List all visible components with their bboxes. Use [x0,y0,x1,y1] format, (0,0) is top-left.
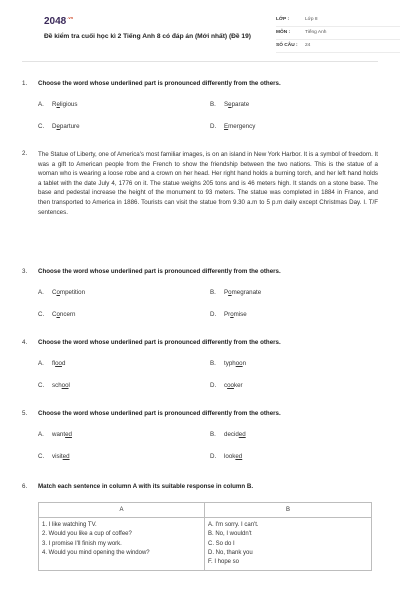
word-prefix: look [224,452,236,460]
word-suffix: n [242,359,247,367]
list-item: F. I hope so [208,559,240,566]
word-suffix: mergency [228,122,256,130]
list-item: 1. I like watching TV. [42,521,97,528]
meta-value: Lớp 8 [305,16,318,22]
underlined-part: e [56,122,60,130]
option-letter: D. [210,381,217,389]
underlined-part: ed [62,452,70,460]
option-letter: C. [38,122,45,130]
word-suffix: ncern [59,310,76,318]
question-number: 3. [22,268,28,275]
list-item: 2. Would you like a cup of coffee? [42,531,132,538]
option-d[interactable] [210,123,382,132]
list-item: B. No, I wouldn't [208,531,252,538]
question-number: 4. [22,339,28,346]
option-word [224,382,243,391]
options [38,289,378,320]
option-letter: B. [210,100,216,108]
option-word [52,360,65,369]
option-letter: A. [38,100,44,108]
underlined-part: o [56,288,60,296]
word-prefix: visit [52,452,63,460]
column-a-header: A [39,502,205,517]
option-word [52,101,77,110]
word-prefix: c [224,381,228,389]
question-header [22,410,378,419]
underlined-part: o [228,288,232,296]
option-letter: D. [210,310,217,318]
option-d[interactable] [210,382,382,391]
option-c[interactable] [38,382,210,391]
option-word [52,311,75,320]
question-text: Choose the word whose underlined part is pronounced differently from the others. [38,268,281,275]
option-a[interactable] [38,101,210,110]
option-word [52,382,70,391]
question-header [22,80,378,89]
word-prefix: Pr [224,310,231,318]
option-word [52,453,70,462]
logo-domain: .vn [67,15,74,20]
list-item: 3. I promise I'll finish my work. [42,540,122,547]
question-text: Choose the word whose underlined part is pronounced differently from the others. [38,80,281,87]
underlined-part: e [228,100,232,108]
option-letter: B. [210,359,216,367]
option-a[interactable] [38,360,210,369]
column-b-cell [205,517,372,570]
option-d[interactable] [210,311,382,320]
table-row [39,517,372,570]
underlined-part: ed [238,430,246,438]
option-letter: A. [38,359,44,367]
question-number: 5. [22,410,28,417]
option-c[interactable] [38,123,210,132]
word-prefix: fl [52,359,56,367]
option-letter: C. [38,310,45,318]
underlined-part: E [224,122,229,130]
option-letter: C. [38,452,45,460]
option-c[interactable] [38,311,210,320]
word-prefix: D [52,122,57,130]
meta-label: SỐ CÂU : [276,42,298,48]
option-word [224,453,242,462]
list-item: A. I'm sorry. I can't. [208,521,259,528]
option-b[interactable] [210,101,382,110]
meta-row-subject [276,27,400,40]
word-prefix: C [52,310,57,318]
options [38,431,378,462]
exam-meta [276,14,400,53]
question-5 [22,410,378,462]
underlined-part: o [56,310,60,318]
question-number: 2. [22,150,28,157]
option-b[interactable] [210,289,382,298]
question-number: 1. [22,80,28,87]
site-logo[interactable] [44,15,73,30]
question-header [22,339,378,348]
underlined-part: oo [61,381,69,389]
underlined-part: o [230,310,234,318]
underlined-part: oo [55,359,62,367]
option-letter: D. [210,452,217,460]
options [38,360,378,391]
option-letter: B. [210,430,216,438]
option-word [224,123,255,132]
word-suffix: megranate [231,288,262,296]
underlined-part: oo [235,359,243,367]
underlined-part: ed [65,430,72,438]
options [38,101,378,132]
word-prefix: C [52,288,57,296]
column-a-cell [39,517,205,570]
logo-text: 2048 [44,16,67,27]
option-letter: A. [38,288,44,296]
list-item: C. So do I [208,540,235,547]
word-suffix: mpetition [59,288,86,296]
question-header [22,483,378,492]
meta-row-count [276,40,400,53]
option-word [224,360,246,369]
option-c[interactable] [38,453,210,462]
option-letter: B. [210,288,216,296]
matching-table [38,502,372,571]
word-suffix: d [61,359,66,367]
option-d[interactable] [210,453,382,462]
meta-label: LỚP : [276,16,290,22]
word-suffix: ligious [59,100,78,108]
meta-row-class [276,14,400,27]
word-suffix: mise [233,310,247,318]
word-prefix: S [224,100,229,108]
table-header-row [39,502,372,517]
word-suffix: parate [231,100,250,108]
word-prefix: want [52,430,66,438]
word-suffix: l [68,381,70,389]
header [22,0,378,62]
option-word [52,289,85,298]
question-1 [22,80,378,132]
underlined-part: ed [235,452,243,460]
meta-label: MÔN : [276,29,291,35]
word-prefix: decid [224,430,239,438]
question-6 [22,483,378,571]
option-word [224,101,249,110]
option-b[interactable] [210,431,382,440]
word-prefix: R [52,100,57,108]
question-text: Match each sentence in column A with its suitable response in column B. [38,483,254,490]
question-text: Choose the word whose underlined part is pronounced differently from the others. [38,339,281,346]
word-prefix: typh [224,359,236,367]
question-number: 6. [22,483,28,490]
question-header [22,268,378,277]
question-3 [22,268,378,320]
question-4 [22,339,378,391]
question-text: Choose the word whose underlined part is pronounced differently from the others. [38,410,281,417]
option-a[interactable] [38,431,210,440]
word-prefix: sch [52,381,62,389]
word-suffix: parture [59,122,80,130]
word-suffix: ker [233,381,243,389]
document-title: Đề kiểm tra cuối học kì 2 Tiếng Anh 8 có đáp án (Mới nhất) (Đề 19) [44,33,251,40]
question-2 [22,150,378,217]
meta-value: 24 [305,42,311,48]
option-word [224,289,261,298]
underlined-part: e [56,100,60,108]
option-word [224,431,246,440]
column-b-header: B [205,502,372,517]
option-letter: A. [38,430,44,438]
option-letter: C. [38,381,45,389]
meta-value: Tiếng Anh [305,29,327,35]
option-a[interactable] [38,289,210,298]
list-item: D. No, thank you [208,549,253,556]
option-letter: D. [210,122,217,130]
option-word [52,123,80,132]
reading-passage: The Statue of Liberty, one of America's most familiar images, is on an island in New York Harbor. It is a symbol of freedom. It was a gift to American people from the French to show the friendship between the two nations. This is the statue of a woman who is wearing a loose robe and a crown on her head. Her right hand holds a burning torch, and her left hand holds a tablet with the date July 4, 1776 on it. The statue weighs 205 tons and is 46 meters high. It stands on a stone base. The base and pedestal increase the height of the monument to 93 meters. The statue was completed in 1884 in France, and then transported to America in 1886. Tourists can visit the statue from 9.30 a.m to 5 p.m daily except Christmas Day. I. T/F sentences. [38,151,378,216]
list-item: 4. Would you mind opening the window? [42,549,150,556]
option-b[interactable] [210,360,382,369]
option-word [224,311,247,320]
option-word [52,431,72,440]
underlined-part: oo [227,381,234,389]
word-prefix: P [224,288,229,296]
